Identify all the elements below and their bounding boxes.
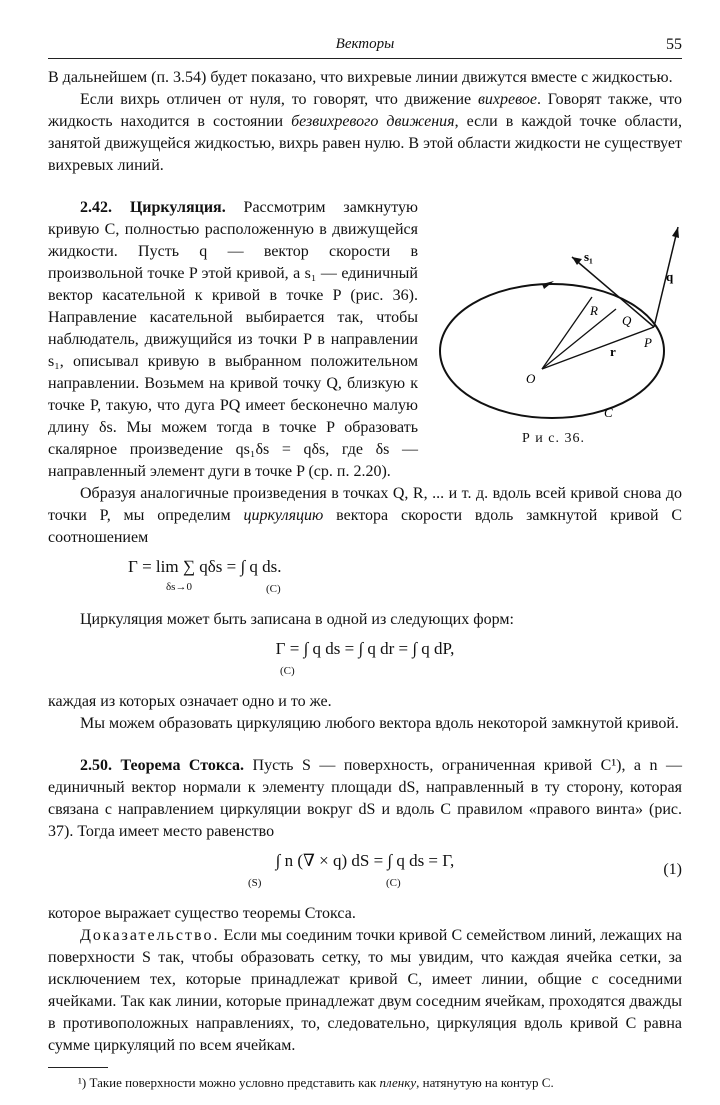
- label-s1: s₁: [584, 249, 593, 264]
- label-C: C: [604, 405, 613, 420]
- closed-curve-C: [440, 284, 664, 418]
- running-header: [48, 28, 682, 59]
- equation-circulation-forms: Γ = ∫ q ds = ∫ q dr = ∫ q dP, (C): [275, 639, 455, 677]
- footnote: ¹) Такие поверхности можно условно представить как пленку, натянутую на контур C.: [78, 1075, 554, 1090]
- paragraph-circulation-def: Образуя аналогичные произведения в точках Q, R, ... и т. д. вдоль всей кривой снова до точки P, мы определим циркуляцию вектора скорости вдоль замкнутой кривой C соотношением: [48, 485, 682, 546]
- line-OQ: [542, 309, 616, 369]
- page-number: 55: [666, 36, 682, 53]
- label-Q: Q: [622, 313, 632, 328]
- page: [48, 28, 682, 1092]
- equation-stokes: ∫ n (∇ × q) dS = ∫ q ds = Γ, (S) (C) (1): [248, 851, 682, 889]
- label-q: q: [666, 269, 674, 284]
- label-R: R: [590, 303, 598, 318]
- equation-circulation-limit: Γ = lim δs→0 ∑ qδs = ∫ q ds. (C): [128, 557, 282, 595]
- vector-r: [542, 327, 654, 369]
- paragraph-vortex-lines: В дальнейшем (п. 3.54) будет показано, что вихревые линии движутся вместе с жидкостью.: [48, 69, 673, 86]
- q-arrowhead: [672, 227, 679, 238]
- figure-36: [432, 201, 682, 451]
- paragraph-equivalent: каждая из которых означает одно и то же.: [48, 693, 332, 710]
- section-2-50-heading: 2.50. Теорема Стокса.: [80, 757, 245, 774]
- footnote-rule: [48, 1067, 108, 1068]
- paragraph-stokes-essence: которое выражает существо теоремы Стокса.: [48, 905, 356, 922]
- running-title: Векторы: [335, 36, 395, 52]
- paragraph-proof: Доказательство. Если мы соединим точки кривой C семейством линий, лежащих на поверхности S так, чтобы образовать сетку, то мы увидим, что каждая ячейка сетки, за исключением тех, которые принадлежат кривой C, имеет линии, общие с соседними ячейками. Так как линии, которые принадлежат двум соседним ячейкам, проходятся дважды в противоположных направлениях, то, следовательно, циркуляция вдоль кривой C равна сумме циркуляций по всем ячейкам.: [48, 927, 682, 1054]
- label-r: r: [610, 344, 616, 359]
- paragraph-any-vector: Мы можем образовать циркуляцию любого вектора вдоль некоторой замкнутой кривой.: [80, 715, 679, 732]
- vector-s1: [572, 257, 654, 327]
- paragraph-vortex-motion: Если вихрь отличен от нуля, то говорят, что движение вихревое. Говорят также, что жидкость находится в состоянии безвихревого движения, если в каждой точке области, занятой движущейся жидкостью, вихрь равен нулю. В этой области жидкости не существует вихревых линий.: [48, 91, 682, 174]
- circulation-diagram: [432, 201, 682, 431]
- section-2-42-heading: 2.42. Циркуляция.: [80, 199, 226, 216]
- figure-caption: Р и с. 36.: [522, 431, 585, 446]
- equation-number: (1): [663, 861, 682, 878]
- section-2-42: 2.42. Циркуляция. Рассмотрим замкнутую кривую C, полностью расположенную в движущейся жидкости. Пусть q — вектор скорости в произвольной точке P этой кривой, а s₁ — единичный вектор касательной к кривой в точке P (рис. 36). Направление касательной выбирается так, чтобы наблюдатель, движущийся из точки P в направлении s₁, описывал кривую в выбранном положительном направлении. Возьмем на кривой точку Q, близкую к точке P, такую, что дуга PQ имеет бесконечно малую длину δs. Мы можем тогда в точке P образовать скалярное произведение qs₁δs = qδs, где δs — направленный элемент дуги в точке P (ср. п. 2.20).: [48, 199, 418, 480]
- line-OR: [542, 297, 592, 369]
- label-P: P: [644, 335, 652, 350]
- label-O: O: [526, 371, 536, 386]
- section-2-50: 2.50. Теорема Стокса. Пусть S — поверхность, ограниченная кривой C¹), а n — единичный вектор нормали к элементу площади dS, направленный в ту сторону, которая связана с направлением циркуляции вокруг dS и вдоль C правилом «правого винта» (рис. 37). Тогда имеет место равенство: [48, 757, 683, 840]
- paragraph-forms: Циркуляция может быть записана в одной из следующих форм:: [80, 611, 514, 628]
